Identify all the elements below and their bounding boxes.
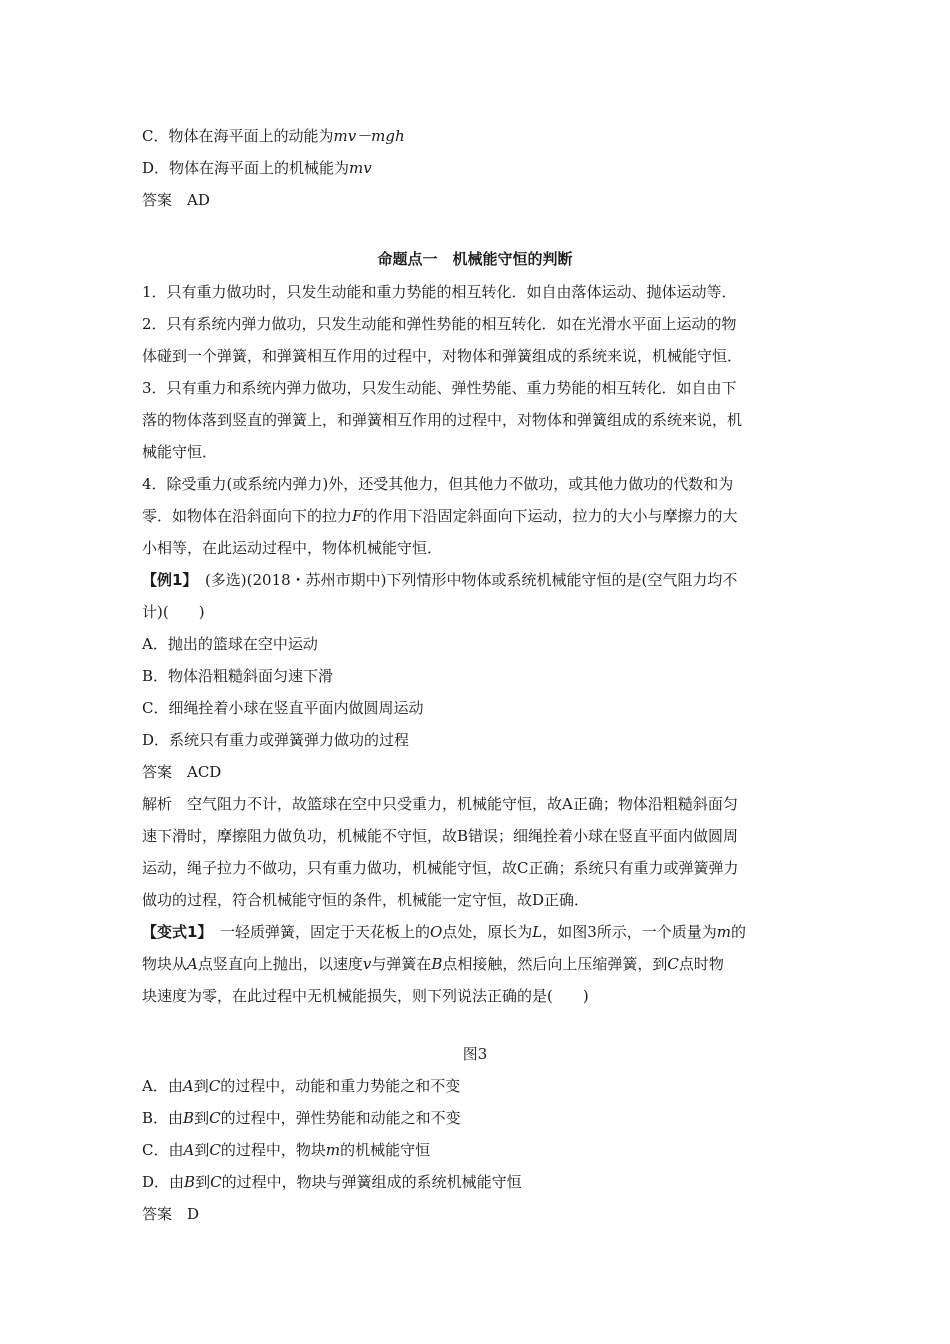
section-item-3-line1: 3．只有重力和系统内弹力做功，只发生动能、弹性势能、重力势能的相互转化．如自由下 [142,379,737,397]
example1-option-a: A．抛出的篮球在空中运动 [142,635,318,653]
example1-option-c: C．细绳拴着小球在竖直平面内做圆周运动 [142,699,424,717]
section-item-3-line3: 械能守恒． [142,443,218,461]
variant1-answer: 答案 D [142,1205,200,1223]
option-c-line: C．物体在海平面上的动能为mv－mgh [142,127,405,145]
option-d-line: D．物体在海平面上的机械能为mv [142,159,372,177]
example1-answer: 答案 ACD [142,763,222,781]
variant1-option-a: A．由A到C的过程中，动能和重力势能之和不变 [142,1077,461,1095]
example1-stem-line2: 计)( ) [142,603,205,621]
section-item-4-line2: 零．如物体在沿斜面向下的拉力F的作用下沿固定斜面向下运动，拉力的大小与摩擦力的大 [142,507,738,525]
section-item-2-line2: 体碰到一个弹簧，和弹簧相互作用的过程中，对物体和弹簧组成的系统来说，机械能守恒． [142,347,743,365]
variant1-option-b: B．由B到C的过程中，弹性势能和动能之和不变 [142,1109,461,1127]
example1-option-d: D．系统只有重力或弹簧弹力做功的过程 [142,731,410,749]
variant1-stem-line1: 【变式1】 一轻质弹簧，固定于天花板上的O点处，原长为L，如图3所示，一个质量为m的 [142,923,747,941]
answer-line: 答案 AD [142,191,210,209]
example1-option-b: B．物体沿粗糙斜面匀速下滑 [142,667,334,685]
variant1-stem-line3: 块速度为零，在此过程中无机械能损失，则下列说法正确的是( ) [142,987,589,1005]
figure-caption: 图3 [462,1045,488,1063]
example1-stem-line1: 【例1】 (多选)(2018・苏州市期中)下列情形中物体或系统机械能守恒的是(空气阻力均不 [142,571,738,589]
section-item-2-line1: 2．只有系统内弹力做功，只发生动能和弹性势能的相互转化．如在光滑水平面上运动的物 [142,315,737,333]
variant1-stem-line2: 物块从A点竖直向上抛出，以速度v与弹簧在B点相接触，然后向上压缩弹簧，到C点时物 [142,955,724,973]
section-item-4-line3: 小相等，在此运动过程中，物体机械能守恒． [142,539,443,557]
section-title: 命题点一 机械能守恒的判断 [377,250,573,268]
section-item-1: 1．只有重力做功时，只发生动能和重力势能的相互转化．如自由落体运动、抛体运动等． [142,283,737,301]
section-item-4-line1: 4．除受重力(或系统内弹力)外，还受其他力，但其他力不做功，或其他力做功的代数和为 [142,475,734,493]
example1-analysis-line1: 解析 空气阻力不计，故篮球在空中只受重力，机械能守恒，故A正确；物体沿粗糙斜面匀 [142,795,738,813]
section-item-3-line2: 落的物体落到竖直的弹簧上，和弹簧相互作用的过程中，对物体和弹簧组成的系统来说，机 [142,411,743,429]
variant1-tag: 【变式1】 [142,923,205,941]
example1-tag: 【例1】 [142,571,190,589]
variant1-option-c: C．由A到C的过程中，物块m的机械能守恒 [142,1141,431,1159]
example1-analysis-line3: 运动，绳子拉力不做功，只有重力做功，机械能守恒，故C正确；系统只有重力或弹簧弹力 [142,859,739,877]
example1-analysis-line2: 速下滑时，摩擦阻力做负功，机械能不守恒，故B错误；细绳拴着小球在竖直平面内做圆周 [142,827,739,845]
example1-analysis-line4: 做功的过程，符合机械能守恒的条件，机械能一定守恒，故D正确． [142,891,590,909]
variant1-option-d: D．由B到C的过程中，物块与弹簧组成的系统机械能守恒 [142,1173,522,1191]
